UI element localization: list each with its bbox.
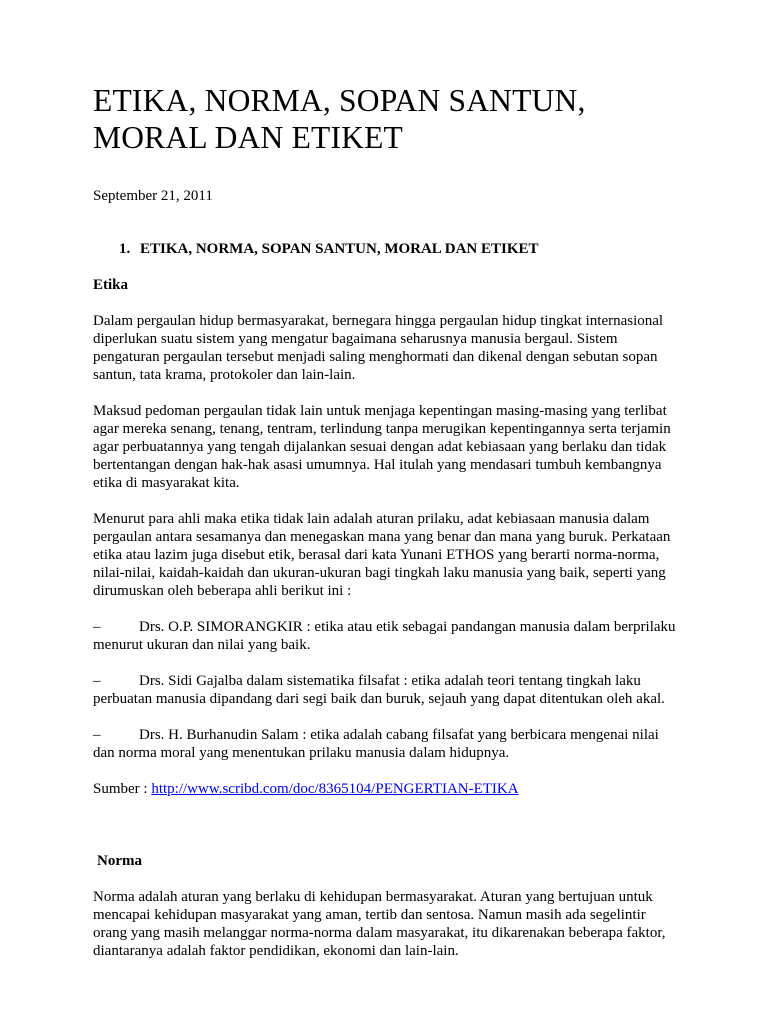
dash-marker: – (93, 619, 101, 635)
expert-item-salam (93, 726, 683, 762)
document-title (93, 82, 693, 156)
section-heading-text: ETIKA, NORMA, SOPAN SANTUN, MORAL DAN ETIKET (140, 241, 539, 257)
source-label: Sumber : (93, 781, 152, 797)
document-page (93, 82, 693, 978)
etika-paragraph-1: Dalam pergaulan hidup bermasyarakat, bernegara hingga pergaulan hidup tingkat internasional diperlukan suatu sistem yang mengatur bagaimana seharusnya manusia bergaul. Sistem pengaturan pergaulan tersebut menjadi saling menghormati dan dikenal dengan sebutan sopan santun, tata krama, protokoler dan lain-lain. (93, 313, 664, 383)
etika-heading: Etika (93, 277, 129, 293)
title-line-1: ETIKA, NORMA, SOPAN SANTUN, (93, 83, 586, 118)
source-link[interactable]: http://www.scribd.com/doc/8365104/PENGERTIAN-ETIKA (151, 781, 519, 797)
expert-text: Drs. O.P. SIMORANGKIR : etika atau etik sebagai pandangan manusia dalam berprilaku menurut ukuran dan nilai yang baik. (93, 619, 676, 653)
spacer (93, 816, 693, 852)
title-line-2: MORAL DAN ETIKET (93, 120, 403, 155)
dash-marker: – (93, 673, 101, 689)
etika-paragraph-2: Maksud pedoman pergaulan tidak lain untuk menjaga kepentingan masing-masing yang terlibat agar mereka senang, tenang, tentram, terlindung tanpa merugikan kepentingannya serta terjamin agar perbuatannya yang tengah dijalankan sesuai dengan adat kebiasaan yang berlaku dan tidak bertentangan dengan hak-hak asasi umumnya. Hal itulah yang mendasari tumbuh kembangnya etika di masyarakat kita. (93, 403, 671, 491)
expert-text: Drs. H. Burhanudin Salam : etika adalah cabang filsafat yang berbicara mengenai nilai dan norma moral yang menentukan prilaku manusia dalam hidupnya. (93, 727, 659, 761)
dash-marker: – (93, 727, 101, 743)
expert-item-gajalba (93, 672, 683, 708)
norma-paragraph-1: Norma adalah aturan yang berlaku di kehidupan bermasyarakat. Aturan yang bertujuan untuk mencapai kehidupan masyarakat yang aman, tertib dan sentosa. Namun masih ada segelintir orang yang masih melanggar norma-norma dalam masyarakat, itu dikarenakan beberapa faktor, diantaranya adalah faktor pendidikan, ekonomi dan lain-lain. (93, 889, 666, 959)
etika-paragraph-3: Menurut para ahli maka etika tidak lain adalah aturan prilaku, adat kebiasaan manusia dalam pergaulan antara sesamanya dan menegaskan mana yang benar dan mana yang buruk. Perkataan etika atau lazim juga disebut etik, berasal dari kata Yunani ETHOS yang berarti norma-norma, nilai-nilai, kaidah-kaidah dan ukuran-ukuran bagi tingkah laku manusia yang baik, seperti yang dirumuskan oleh beberapa ahli berikut ini : (93, 511, 671, 599)
section-number: 1. (119, 241, 131, 257)
expert-item-simorangkir (93, 618, 683, 654)
source-line (93, 780, 683, 798)
post-date: September 21, 2011 (93, 188, 213, 204)
expert-text: Drs. Sidi Gajalba dalam sistematika filsafat : etika adalah teori tentang tingkah laku perbuatan manusia dipandang dari segi baik dan buruk, sejauh yang dapat ditentukan oleh akal. (93, 673, 665, 707)
section-heading (93, 240, 693, 258)
norma-heading: Norma (97, 853, 142, 869)
